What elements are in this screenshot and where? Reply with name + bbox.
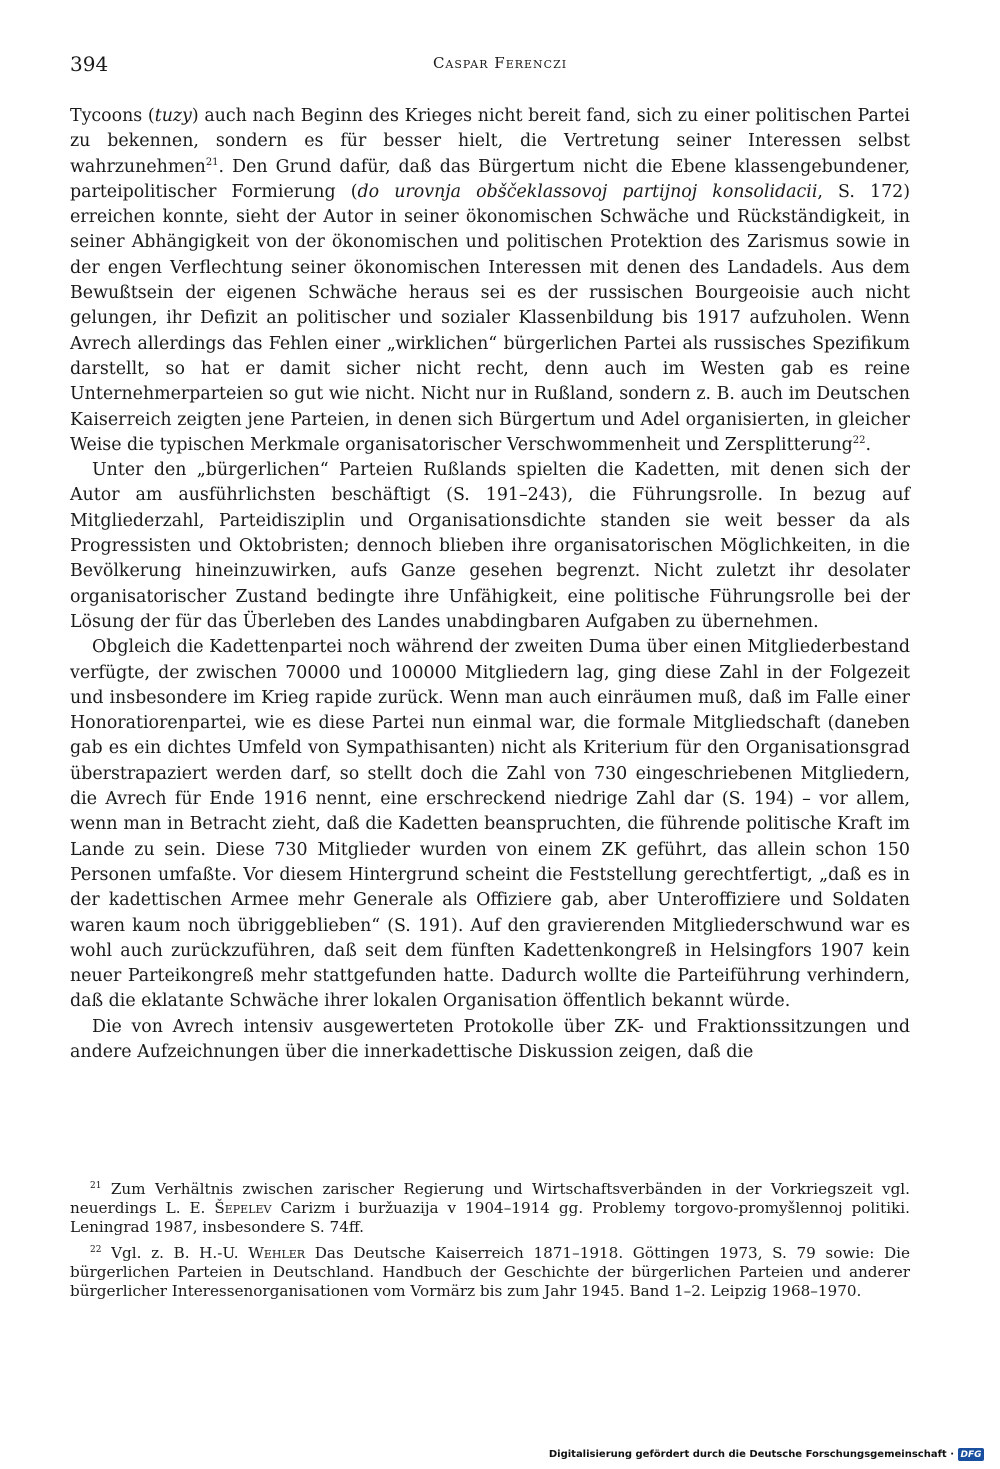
author-name: Šepelev bbox=[214, 1199, 272, 1218]
body-text bbox=[70, 104, 910, 1065]
page-number: 394 bbox=[70, 52, 109, 76]
page-header bbox=[70, 52, 930, 82]
footnote-ref-21[interactable]: 21 bbox=[205, 156, 219, 168]
text-run: Tycoons ( bbox=[70, 106, 155, 126]
footnote-21 bbox=[70, 1180, 910, 1238]
paragraph-2: Unter den „bürgerlichen“ Parteien Rußlands spielten die Kadetten, mit denen sich der Autor am ausführlichsten beschäftigt (S. 191–243), die Führungsrolle. In bezug auf Mitgliederzahl, Parteidisziplin und Organisationsdichte standen sie weit besser da als Progressisten und Oktobristen; dennoch blieben ihre organisatorischen Möglichkeiten, in die Bevölkerung hineinzuwirken, aufs Ganze gesehen begrenzt. Nicht zuletzt ihr desolater organisatorischer Zustand bedingte ihre Unfähigkeit, eine politische Führungsrolle bei der Lösung der für das Überleben des Landes unabdingbaren Aufgaben zu übernehmen. bbox=[70, 460, 910, 632]
footnote-ref-22[interactable]: 22 bbox=[852, 435, 866, 447]
author-name: Wehler bbox=[248, 1243, 306, 1262]
paragraph-1 bbox=[70, 104, 910, 458]
dfg-credit-text: Digitalisierung gefördert durch die Deutsche Forschungsgemeinschaft · bbox=[548, 1449, 954, 1460]
text-run: . bbox=[865, 434, 871, 455]
footnote-mark: 21 bbox=[90, 1180, 102, 1191]
italic-term: do urovnja obščeklassovoj partijnoj konsolidacii bbox=[357, 181, 818, 202]
footnotes bbox=[70, 1180, 910, 1307]
footnote-mark: 22 bbox=[90, 1244, 102, 1255]
paragraph-4: Die von Avrech intensiv ausgewerteten Protokolle über ZK- und Fraktionssitzungen und andere Aufzeichnungen über die innerkadettische Diskussion zeigen, daß die bbox=[70, 1016, 910, 1062]
text-run: Carizm i buržuazija v 1904–1914 gg. Problemy torgovo-promyšlennoj politiki. Leningrad 1987, insbesondere S. 74ff. bbox=[70, 1199, 910, 1237]
text-run: ) auch nach Beginn des Krieges nicht bereit fand, sich zu einer politischen Partei zu bekennen, sondern es für besser hielt, die Vertretung seiner Interessen selbst wahrzunehmen bbox=[70, 106, 910, 177]
text-run: Das Deutsche Kaiserreich 1871–1918. Göttingen 1973, S. 79 sowie: Die bürgerlichen Parteien in Deutschland. Handbuch der Geschichte der bürgerlichen Parteien und anderer bürgerlicher Interessenorganisationen vom Vormärz bis zum Jahr 1945. Band 1–2. Leipzig 1968–1970. bbox=[70, 1243, 910, 1301]
dfg-logo-icon: DFG bbox=[958, 1448, 984, 1461]
text-run: . Den Grund dafür, daß das Bürgertum nicht die Ebene klassengebundener, parteipolitischer Formierung ( bbox=[70, 156, 910, 202]
dfg-footer bbox=[549, 1448, 984, 1461]
running-head: Caspar Ferenczi bbox=[432, 54, 568, 72]
text-run: , S. 172) erreichen konnte, sieht der Autor in seiner ökonomischen Schwäche und Rückständigkeit, in seiner Abhängigkeit von der ökonomischen und politischen Protektion des Zarismus sowie in der engen Verflechtung seiner ökonomischen Interessen mit denen des Landadels. Aus dem Bewußtsein der eigenen Schwäche heraus sei es der russischen Bourgeoisie auch nicht gelungen, ihr Defizit an politischer und sozialer Klassenbildung bis 1917 aufzuholen. Wenn Avrech allerdings das Fehlen einer „wirklichen“ bürgerlichen Partei als russisches Spezifikum darstellt, so hat er damit sicher nicht recht, denn auch im Westen gab es reine Unternehmerparteien so gut wie nicht. Nicht nur in Rußland, sondern z. B. auch im Deutschen Kaiserreich zeigten jene Parteien, in denen sich Bürgertum und Adel organisierten, in gleicher Weise die typischen Merkmale organisatorischer Verschwommenheit und Zersplitterung bbox=[70, 181, 910, 455]
paragraph-3: Obgleich die Kadettenpartei noch während der zweiten Duma über einen Mitgliederbestand verfügte, der zwischen 70000 und 100000 Mitgliedern lag, ging diese Zahl in der Folgezeit und insbesondere im Krieg rapide zurück. Wenn man auch einräumen muß, daß im Falle einer Honoratiorenpartei, wie es diese Partei nun einmal war, die formale Mitgliedschaft (daneben gab es ein dichtes Umfeld von Sympathisanten) nicht als Kriterium für den Organisationsgrad überstrapaziert werden darf, so stellt doch die Zahl von 730 eingeschriebenen Mitgliedern, die Avrech für Ende 1916 nennt, eine erschreckend niedrige Zahl dar (S. 194) – vor allem, wenn man in Betracht zieht, daß die Kadetten beanspruchten, die führende politische Kraft im Lande zu sein. Diese 730 Mitglieder wurden von einem ZK geführt, das allein schon 150 Personen umfaßte. Vor diesem Hintergrund scheint die Feststellung gerechtfertigt, „daß es in der kadettischen Armee mehr Generale als Offiziere gab, aber Unteroffiziere und Soldaten waren kaum noch übriggeblieben“ (S. 191). Auf den gravierenden Mitgliederschwund war es wohl auch zurückzuführen, daß seit dem fünften Kadettenkongreß in Helsingfors 1907 kein neuer Parteikongreß mehr stattgefunden hatte. Dadurch wollte die Parteiführung verhindern, daß die eklatante Schwäche ihrer lokalen Organisation öffentlich bekannt würde. bbox=[70, 637, 910, 1012]
italic-term: tuzy bbox=[154, 106, 192, 126]
text-run: Vgl. z. B. H.-U. bbox=[101, 1243, 249, 1262]
text-run: Zum Verhältnis zwischen zarischer Regierung und Wirtschaftsverbänden in der Vorkriegszeit vgl. neuerdings L. E. bbox=[70, 1180, 910, 1218]
footnote-22 bbox=[70, 1244, 910, 1302]
